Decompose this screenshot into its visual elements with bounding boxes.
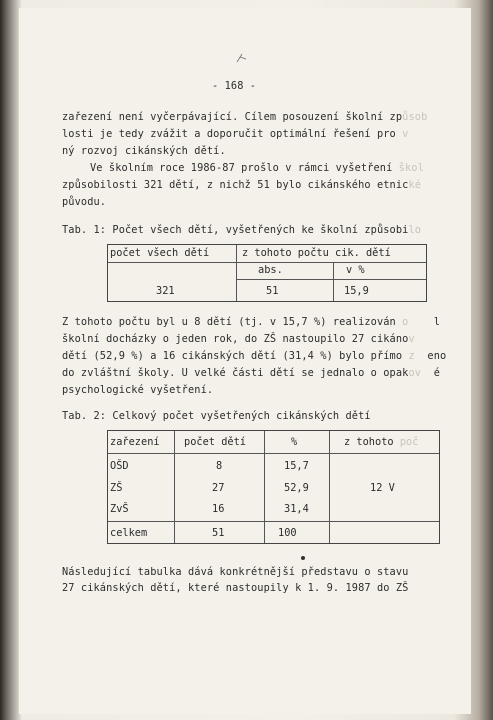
table-2-divider: [174, 431, 175, 543]
table-1-subheader-abs: abs.: [258, 264, 283, 276]
table-2-row-count: 8: [216, 460, 223, 472]
table-2-total-pct: 100: [278, 527, 297, 539]
table-1-header-total: počet všech dětí: [110, 247, 210, 259]
table-2-divider: [108, 521, 439, 522]
table-2-total-label: celkem: [110, 527, 148, 539]
paragraph-4-line-2: 27 cikánských dětí, které nastoupily k 1. 9. 1987 do ZŠ: [62, 582, 409, 594]
table-2-header-of-these: z tohoto poč: [344, 436, 419, 448]
paragraph-4-line-1: Následující tabulka dává konkrétnější představu o stavu: [62, 566, 409, 578]
table-2-row-name: ZvŠ: [110, 503, 129, 515]
table-2-row-name: OŠD: [110, 460, 129, 472]
table-1-header-roma: z tohoto počtu cik. dětí: [242, 247, 391, 259]
paragraph-1-line-3: ný rozvoj cikánských dětí.: [62, 145, 226, 157]
paragraph-2-line-1: Ve školním roce 1986-87 prošlo v rámci vyšetření škol: [90, 162, 424, 174]
table-1-divider: [108, 262, 426, 263]
table-1-divider: [333, 263, 334, 301]
table-2-merged-note: 12 V: [370, 482, 395, 494]
paragraph-1-line-2: losti je tedy zvážit a doporučit optimální řešení pro v: [62, 128, 409, 140]
paragraph-2-line-3: původu.: [62, 196, 107, 208]
table-1-subheader-pct: v %: [346, 264, 365, 276]
table-2-row-count: 27: [212, 482, 225, 494]
table-1: [107, 244, 427, 302]
table-1-value-abs: 51: [266, 285, 279, 297]
paragraph-3-line-2: školní docházky o jeden rok, do ZŠ nastoupilo 27 cikánov: [62, 333, 415, 345]
table-2-header-count: počet dětí: [184, 436, 246, 448]
table-2-total-count: 51: [212, 527, 225, 539]
table-2-divider: [108, 453, 439, 454]
table-2: [107, 430, 440, 544]
table-2-row-count: 16: [212, 503, 225, 515]
paragraph-3-line-3: dětí (52,9 %) a 16 cikánských dětí (31,4 %) bylo přímo z eno: [62, 350, 447, 362]
table-2-divider: [264, 431, 265, 543]
table-2-header-placement: zařezení: [110, 436, 160, 448]
paragraph-2-line-2: způsobilosti 321 dětí, z nichž 51 bylo cikánského etnické: [62, 179, 422, 191]
table-1-caption: Tab. 1: Počet všech dětí, vyšetřených ke školní způsobilo: [62, 224, 422, 236]
table-1-divider: [236, 245, 237, 301]
table-1-value-pct: 15,9: [344, 285, 369, 297]
paragraph-3-line-5: psychologické vyšetření.: [62, 384, 214, 396]
table-2-row-pct: 52,9: [284, 482, 309, 494]
pencil-mark: [234, 50, 250, 66]
table-2-row-pct: 31,4: [284, 503, 309, 515]
page-number: - 168 -: [212, 80, 257, 92]
paragraph-1-line-1: zařezení není vyčerpávající. Cílem posouzení školní způsob: [62, 111, 428, 123]
table-2-row-name: ZŠ: [110, 482, 123, 494]
paragraph-3-line-4: do zvláštní školy. U velké části dětí se jednalo o opakov é: [62, 367, 440, 379]
ink-dot: [301, 556, 305, 560]
table-1-value-total: 321: [156, 285, 175, 297]
table-2-header-pct: %: [291, 436, 298, 448]
paragraph-3-line-1: Z tohoto počtu byl u 8 dětí (tj. v 15,7 %) realizován o l: [62, 316, 440, 328]
table-2-divider: [329, 431, 330, 543]
table-1-divider: [236, 279, 426, 280]
table-2-row-pct: 15,7: [284, 460, 309, 472]
table-2-caption: Tab. 2: Celkový počet vyšetřených cikánských dětí: [62, 410, 371, 422]
